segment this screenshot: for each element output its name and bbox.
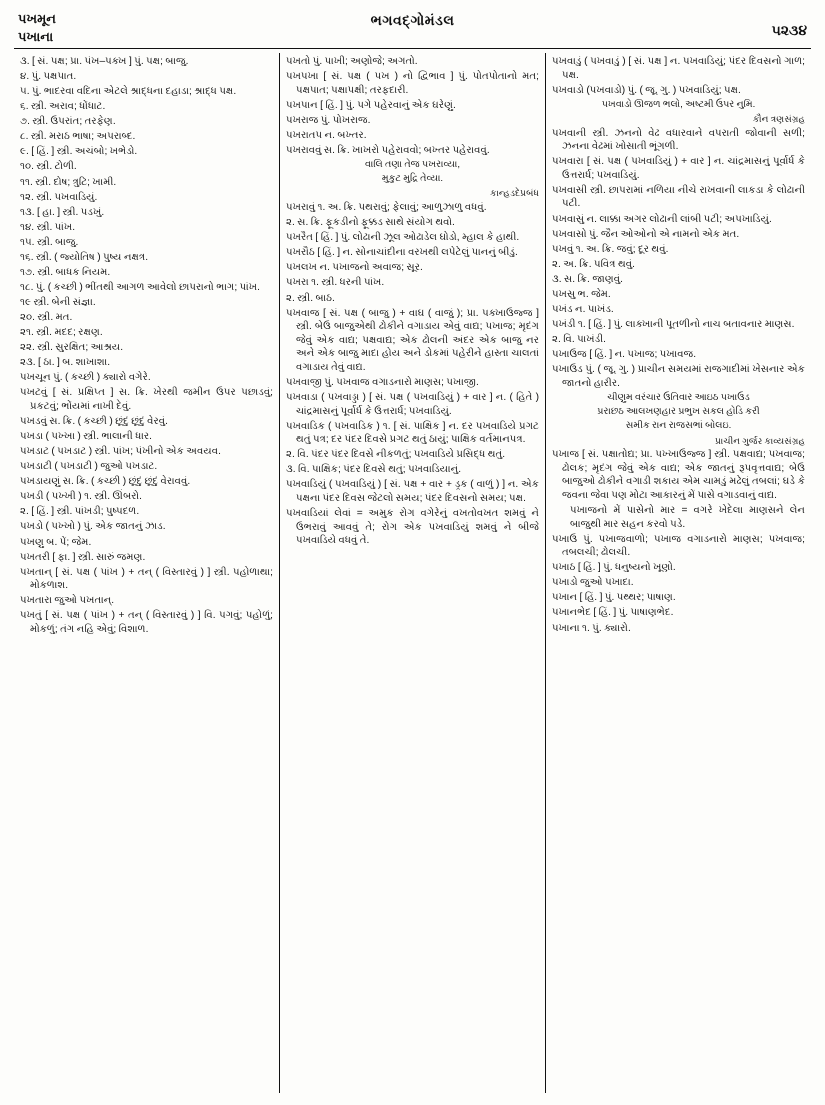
dictionary-entry: ૬. સ્ત્રી. અરાવ; ધોંધાટ. bbox=[20, 101, 106, 113]
dictionary-entry: પખંડ ન. પાખંડ. bbox=[552, 303, 614, 315]
citation-source: કાન્હડદેપ્રબંધ bbox=[490, 188, 539, 199]
dictionary-entry: પખાનભેદ [ હિં. ] પું. પાષાણભેદ. bbox=[552, 607, 674, 619]
dictionary-entry: ૨૩. [ ઠા. ] બ. શાખાશા. bbox=[20, 357, 111, 369]
dictionary-entry: પખાઉડ પું. ( જૂ. ગુ. ) પ્રાચીન સમયમાં રાજગાદીમાં ખેસનાર એક જાતનો હારીર. bbox=[552, 364, 805, 389]
dictionary-entry: પખવાડિક ( પખવાડિક ) ૧. [ સં. પાક્ષિક ] ન. દર પખવાડિયે પ્રગટ થતું પત્ર; દર પંદર દિવસે પ્રગટ થતું ઠાયું; પાક્ષિક વર્તમાનપત્ર. bbox=[286, 420, 539, 446]
dictionary-entry: પખપાન [ હિં. ] પું. પગે પહેરવાનું એક ઘરેણું. bbox=[286, 99, 456, 111]
dictionary-entry: ૩. [ સં. પક્ષ; પ્રા. પંખ–પક્ખ ] પું. પક્ષ; બાજુ. bbox=[20, 56, 189, 67]
dictionary-entry: ૮. સ્ત્રી. મરાઠ ભાષા; અપરાબ્દ. bbox=[20, 131, 136, 143]
dictionary-entry: પખાના ૧. પું. ક્યારો. bbox=[552, 622, 631, 634]
dictionary-entry: ૨. અ. ક્રિ. પવિત્ર થવું. bbox=[552, 258, 635, 270]
dictionary-entry: પખરા ૧. સ્ત્રી. ધરની પાંખ. bbox=[286, 277, 385, 289]
text-columns bbox=[14, 53, 811, 1093]
dictionary-entry: પખતો પું. પાખી; અણોજે; અગતો. bbox=[286, 56, 418, 67]
verse-line: મુકુટ મુદ્રિ તેવ્યા. bbox=[381, 173, 444, 185]
dictionary-entry: ૨. સ. ક્રિ. ફૂકડીનો ફૂક્કડ સાથે સંયોગ થવો. bbox=[286, 217, 455, 229]
dictionary-entry: પખાઉ પું. પખાજવાળો; પખાજ વગાડનારો માણસ; પખવાજ; તબલચી; ઢોલચી. bbox=[552, 533, 805, 559]
dictionary-entry: પખરાતપ ન. બખ્તર. bbox=[286, 129, 367, 141]
dictionary-entry: પખડો ( પખ્ખો ) પું. એક જાતનું ઝાડ. bbox=[20, 521, 166, 533]
dictionary-entry: ૩. સ. ક્રિ. જાણવું. bbox=[552, 273, 623, 285]
dictionary-entry: પખતારા જુઓ પખતાન્. bbox=[20, 595, 115, 607]
dictionary-entry: ૨૨. સ્ત્રી. સુરક્ષિત; આશ્રય. bbox=[20, 342, 124, 354]
dictionary-entry: ૧૧. સ્ત્રી. દોષ; ત્રુટિ; ખામી. bbox=[20, 176, 117, 188]
dictionary-entry: પખાડો જુઓ પખાદા. bbox=[552, 577, 634, 589]
dictionary-entry: પખંડી ૧. [ હિં. ] પું. લાક્ખાની પૂતળીનો નાચ બતાવનાર માણસ. bbox=[552, 318, 795, 330]
dictionary-entry: ૨. વિ. પંદર પંદર દિવસે નીકળતું; પખવાડિયે પ્રસિદ્ધ થતું. bbox=[286, 449, 506, 461]
dictionary-entry: પખવાડિયું ( પખવાડિયું ) [ સં. પક્ષ + વાર + ડ્રક ( વાળું ) ] ન. એક પક્ષના પંદર દિવસ જેટલો સમય; પંદર દિવસનો સમય; પક્ષ. bbox=[286, 479, 539, 504]
dictionary-entry: પખાઉજ [ હિં. ] ન. પખાજ; પખાવજ. bbox=[552, 349, 697, 361]
dictionary-entry: ૧૩. [ હા. ] સ્ત્રી. પડખું. bbox=[20, 206, 105, 218]
verse-line: વાલિ તણા તેજ પખરાવ્યા, bbox=[364, 158, 461, 170]
column-middle bbox=[279, 53, 545, 1093]
dictionary-entry: ૭. સ્ત્રી. ઉપરાંત; તરફેણ. bbox=[20, 116, 116, 128]
verse-line: સમીક રાન રાજસભાં બોલઇ. bbox=[625, 420, 732, 432]
dictionary-entry: ૧૭. સ્ત્રી. બાધક નિયમ. bbox=[20, 266, 111, 278]
dictionary-entry: પખચૂન પું. ( કચ્છી ) ક્યારો વગેરે. bbox=[20, 372, 151, 384]
column-right bbox=[545, 53, 811, 1093]
book-title: ભગવદ્ગોમંડલ bbox=[370, 12, 455, 28]
dictionary-entry: પખવાની સ્ત્રી. ઝનનો વેઢ વધારવાને વપરાતી જોવાની સળી; ઝનના વેઢમાં ખોસાતી ભૂંગળી. bbox=[552, 127, 805, 153]
dictionary-entry: પખાજ [ સં. પક્ષાતોદ્ય; પ્રા. પખ્ખાઉજ્જ ] સ્ત્રી. પક્ષવાદ્ય; પખવાજ; ઢોલક; મૃદંગ જેવું એક વાદ્ય; એક જાતનું રૂપવૃત્તવાદ્ય; બેઉ બાજુઓ ઢોકીને વગાડી શકાય એમ ચામડું મઢેલું તબલાં; ઘડે કે જવના જેવા પણ મોટા આકારનું મેં પાસે વગાડવાનું વાદ્ય. bbox=[552, 449, 805, 501]
dictionary-entry: ૩. વિ. પાક્ષિક; પંદર દિવસે થતું; પખવાડિયાનું. bbox=[286, 464, 462, 476]
dictionary-phrase: પખાજનો મેં પાસેનો માર = વગરે ખેદેલા માણસને લેન બાજુથી માર સહન કરવો પડે. bbox=[570, 505, 805, 530]
dictionary-entry: પખરૈત [ હિં. ] પું. લોઢાની ઝૂલ ઓઢાડેલ ઘોડો, મ્હાલ કે હાથી. bbox=[286, 232, 520, 244]
dictionary-entry: ૨. વિ. પાખંડી. bbox=[552, 334, 606, 346]
verse-line: પખવાડો ઊજળ ભલો, અષ્ટમી ઉપર નુમિ. bbox=[601, 98, 756, 110]
dictionary-entry: પખતરી [ ફા. ] સ્ત્રી. સારું જમણ. bbox=[20, 551, 146, 563]
dictionary-entry: પખરૌઠ [ હિં. ] ન. સોનાચાંદીના વરખથી લપેટેલું પાનનું બીડું. bbox=[286, 247, 518, 259]
dictionary-entry: પખતાન્ [ સં. પક્ષ ( પાંખ ) + તન્ ( વિસ્તારવું ) ] સ્ત્રી. પહોળાથા; મોકળાશ. bbox=[20, 566, 273, 592]
dictionary-entry: પખવાજી પું. પખવાજ વગાડનારો માણસ; પખાજી. bbox=[286, 376, 479, 388]
dictionary-entry: પખડવું સ. ક્રિ. ( કચ્છી ) છૂંદું છૂંદું વેરવું. bbox=[20, 416, 168, 427]
dictionary-entry: ૧૫. સ્ત્રી. બાજુ. bbox=[20, 236, 79, 248]
column-left bbox=[14, 53, 279, 1093]
dictionary-entry: ૧૦. સ્ત્રી. ટોળી. bbox=[20, 161, 77, 173]
dictionary-entry: ૨૦. સ્ત્રી. મત. bbox=[20, 312, 73, 324]
citation-source: પ્રાચીન ગુર્જર કાવ્યસંગ્રહ bbox=[715, 435, 805, 446]
dictionary-entry: પખવાસું ન. લાક્કા અગર લોઢાની લાંબી પટી; અપખાડિયું. bbox=[552, 213, 772, 225]
dictionary-entry: પખસુ ભ. જેમ. bbox=[552, 288, 611, 300]
dictionary-entry: ૨. સ્ત્રી. બાઠ. bbox=[286, 292, 335, 304]
dictionary-entry: ૪. પું. પક્ષપાત. bbox=[20, 71, 77, 83]
dictionary-entry: પખાન [ હિં. ] પું. પથ્થર; પાષાણ. bbox=[552, 592, 676, 604]
dictionary-entry: પખટવું [ સં. પ્રક્ષિપ્ત ] સ. ક્રિ. ખેરથી જમીન ઉપર પછાડવું; પ્રકટવું; ભોંયમાં નાખી દેવું. bbox=[20, 387, 273, 412]
dictionary-entry: પખડી ( પખ્ખી ) ૧. સ્ત્રી. ઊંબરો. bbox=[20, 491, 142, 503]
dictionary-entry: ૫. પું. ભાદરવા વદિના એટલે શ્રાદ્ધના દહાડા; શ્રાદ્ધ પક્ષ. bbox=[20, 86, 237, 98]
dictionary-entry: પખલખ ન. પખાજનો અવાજ; સૂર. bbox=[286, 262, 423, 274]
citation-source: કૌન ત્રણસંગ્રહ bbox=[752, 113, 805, 124]
dictionary-entry: પખવાડું ( પખવાડું ) [ સં. પક્ષ ] ન. પખવાડિયું; પંદર દિવસનો ગાળ; પક્ષ. bbox=[552, 56, 805, 81]
dictionary-entry: પખવાડિયાં લેવાં = અમુક રોગ વગેરેનું વખતોવખત શમવું ને ઉભરાવું આવવું તે; રોગ એક પખવાડિયું શમવું ને બીજે પખવાડિયે વધવું તે. bbox=[286, 507, 539, 547]
dictionary-entry: ૧૬. સ્ત્રી. ( જ્યોતિષ ) પુષ્ય નક્ષત્ર. bbox=[20, 251, 149, 263]
dictionary-entry: ૧૪. સ્ત્રી. પાંખ. bbox=[20, 221, 76, 233]
dictionary-entry: પખરાજ પું. પોખરાજ. bbox=[286, 114, 371, 126]
dictionary-entry: પખવાસો પું. જૈન ઓઓનો એ નામનો એક મત. bbox=[552, 228, 740, 240]
header-guide-word-second: પખાના bbox=[18, 28, 54, 44]
page-number: ૫૨૩૪ bbox=[771, 22, 807, 38]
page-header bbox=[14, 10, 811, 49]
dictionary-entry: પખવારા [ સં. પક્ષ ( પખવાડિયું ) + વાર ] ન. ચાંદ્રમાસનું પૂર્વાર્ધ કે ઉત્તરાર્ધ; પખવાડિયું. bbox=[552, 156, 805, 181]
dictionary-entry: પખડા ( પખ્ખા ) સ્ત્રી. ભાલાની ધાર. bbox=[20, 431, 152, 443]
dictionary-entry: પખાઠ [ હિં. ] પું. ધનુષ્યનો ખૂણો. bbox=[552, 562, 676, 574]
dictionary-entry: પખવાજ [ સં. પક્ષ ( બાજુ ) + વાઘ ( વાજું ); પ્રા. પક્ખાઉજ્જ ] સ્ત્રી. બેઉ બાજુએથી ઢોકીને વગાડાય એવું વાદ્ય; પખાજ; મૃદંગ જેવું એક વાદ્ય; પક્ષવાદ્ય; એક ઢોલની અંદર એક બાજુ નર અને એક બાજુ માદા હોય અને ડોકમાં પહેરીને હાસ્તા ચાલતાં વગાડાય તેવું વાદ્ય. bbox=[286, 307, 539, 373]
dictionary-entry: ૨. [ હિં. ] સ્ત્રી. પાંખડી; પુષ્પદળ. bbox=[20, 506, 140, 518]
dictionary-entry: પખવું ૧. અ. ક્રિ. જવું; દૂર થવું. bbox=[552, 243, 669, 255]
dictionary-entry: પખરાવું ૧. અ. ક્રિ. પથરાવું; ફેલાવું; આળુઝાળુ વધવું. bbox=[286, 202, 487, 214]
verse-line: પ્રરાછઠ આલખણહાર પ્રભુખ સકલ હોડિ કરી bbox=[597, 406, 760, 418]
dictionary-entry: ૧૯ સ્ત્રી. બેની સંજ્ઞા. bbox=[20, 297, 96, 308]
dictionary-entry: પખડાટી ( પખડાટી ) જુઓ પખડાટ. bbox=[20, 461, 158, 473]
dictionary-entry: પખતું [ સં. પક્ષ ( પાંખ ) + તન્ ( વિસ્તારવું ) ] વિ. પગવું; પહોળું; મોકળું; તંગ નહિ એવું; વિશાળ. bbox=[20, 610, 273, 635]
dictionary-entry: પખવાસી સ્ત્રી. છાપરામાં નળિયા નીચે રાખવાની લાકડા કે લોઢાની પટી. bbox=[552, 184, 805, 210]
dictionary-entry: પખણુ બ. પેં; જેમ. bbox=[20, 536, 92, 548]
verse-line: ચીણુમ વરંચાર ઉતિવાર આઇઠ પખાઉડ bbox=[607, 391, 750, 403]
dictionary-entry: પખવાડા ( પખવાડ્ડા ) [ સં. પક્ષ ( પખવાડિયું ) + વાર ] ન. ( હિતે ) ચાંદ્રમાસનું પૂર્વાર્ધ કે ઉત્તરાર્ધ; પખવાડિયું. bbox=[286, 391, 539, 417]
dictionary-entry: ૯. [ હિં. ] સ્ત્રી. અચંબો; ખભેડો. bbox=[20, 146, 138, 158]
dictionary-entry: ૧૨. સ્ત્રી. પખવાડિયું. bbox=[20, 191, 98, 203]
dictionary-entry: પખપખા [ સં. પક્ષ ( પખ ) નો દ્વિભાવ ] પું. પોતપોતાનો મત; પક્ષપાત; પક્ષાપક્ષી; તરફદારી. bbox=[286, 71, 539, 96]
header-guide-word-first: પખમૂન bbox=[18, 11, 56, 26]
dictionary-entry: ૨૧. સ્ત્રી. મદદ; રક્ષણ. bbox=[20, 327, 103, 339]
dictionary-entry: પખડાયણું સ. ક્રિ. ( કચ્છી ) છૂંદું છૂંદું વેરાવવું. bbox=[20, 476, 191, 488]
dictionary-entry: પખવાડો (પખવાડો) પું. ( જૂ. ગુ. ) પખવાડિયું; પક્ષ. bbox=[552, 84, 741, 96]
dictionary-entry: ૧૮. પું. ( કચ્છી ) ભીંતથી આગળ આવેલો છાપરાનો ભાગ; પાંખ. bbox=[20, 281, 260, 293]
dictionary-entry: પખડાટ ( પખડાટ ) સ્ત્રી. પાંખ; પંખીનો એક અવયવ. bbox=[20, 446, 221, 458]
dictionary-entry: પખરાવવું સ. ક્રિ. ખાખરો પહેરાવવો; બખ્તર પહેરાવવું. bbox=[286, 144, 490, 156]
